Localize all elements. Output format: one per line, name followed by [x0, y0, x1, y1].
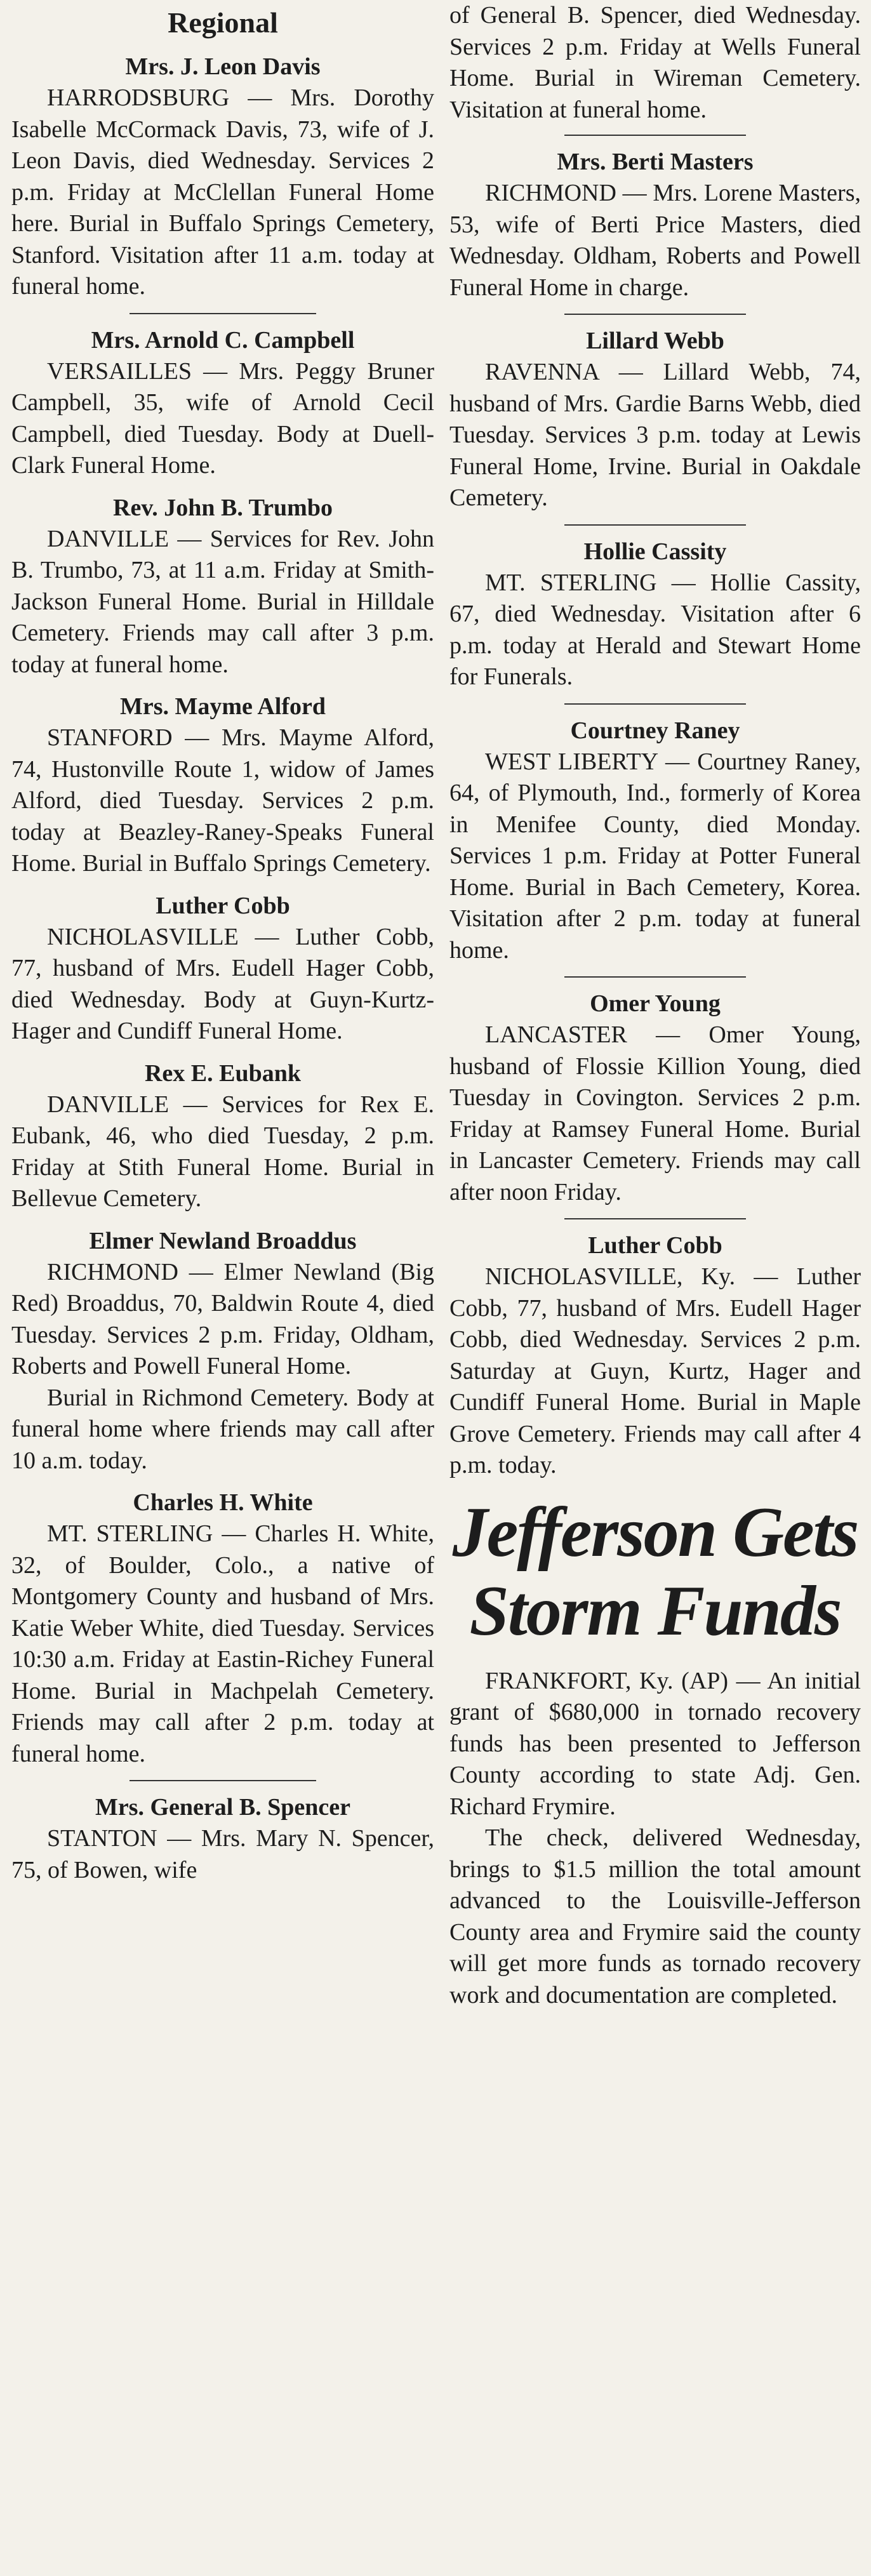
- obituary-text: RICHMOND — Mrs. Lorene Masters, 53, wife of Berti Price Masters, died Wednesday. Oldham, Roberts and Powell Funeral Home in charge.: [449, 180, 861, 301]
- obituary-text: RAVENNA — Lillard Webb, 74, husband of Mrs. Gardie Barns Webb, died Tuesday. Services 3 p.m. today at Lewis Funeral Home, Irvine. Burial in Oakdale Cemetery.: [449, 359, 861, 511]
- obituary-name: Rex E. Eubank: [144, 1059, 302, 1087]
- obituary: [449, 1230, 861, 1482]
- obituary: [11, 691, 434, 880]
- obituary: [11, 1058, 434, 1215]
- obituary-name: Elmer Newland Broaddus: [89, 1227, 357, 1254]
- obituary-text: DANVILLE — Services for Rex E. Eubank, 46, who died Tuesday, 2 p.m. Friday at Stith Funeral Home. Burial in Bellevue Cemetery.: [11, 1091, 434, 1212]
- divider: [130, 313, 316, 314]
- obituary-carryover-text: of General B. Spencer, died Wednesday. Services 2 p.m. Friday at Wells Funeral Home. Burial in Wireman Cemetery. Visitation at funeral home.: [449, 2, 861, 123]
- obituary: [11, 51, 434, 303]
- obituary-text-continued: Burial in Richmond Cemetery. Body at funeral home where friends may call after 10 a.m. today.: [11, 1384, 434, 1474]
- obituary-name: Mrs. J. Leon Davis: [125, 53, 321, 80]
- obituary-name: Luther Cobb: [588, 1232, 722, 1259]
- obituary: [11, 1487, 434, 1770]
- article-headline: [449, 1493, 861, 1650]
- obituary: [449, 536, 861, 693]
- divider: [130, 1780, 316, 1781]
- obituary-name: Charles H. White: [133, 1489, 313, 1516]
- obituary: [449, 715, 861, 967]
- headline-line: Jefferson Gets: [452, 1492, 858, 1572]
- obituary-text: WEST LIBERTY — Courtney Raney, 64, of Plymouth, Ind., formerly of Korea in Menifee County, died Monday. Services 1 p.m. Friday at Potter Funeral Home. Burial in Bach Cemetery, Korea. Visitation after 2 p.m. today at funeral home.: [449, 748, 861, 964]
- obituary-name: Omer Young: [590, 990, 721, 1017]
- obituary: [11, 1791, 434, 1886]
- obituary-text: DANVILLE — Services for Rev. John B. Trumbo, 73, at 11 a.m. Friday at Smith-Jackson Funeral Home. Burial in Hilldale Cemetery. Friends may call after 3 p.m. today at funeral home.: [11, 525, 434, 678]
- obituary: [11, 890, 434, 1047]
- obituary-text: VERSAILLES — Mrs. Peggy Bruner Campbell, 35, wife of Arnold Cecil Campbell, died Tuesday. Body at Duell-Clark Funeral Home.: [11, 357, 434, 479]
- obituary: [449, 988, 861, 1208]
- divider: [564, 703, 745, 705]
- obituary-name: Rev. John B. Trumbo: [113, 494, 333, 521]
- obituary: [11, 492, 434, 681]
- obituary-text: NICHOLASVILLE, Ky. — Luther Cobb, 77, husband of Mrs. Eudell Hager Cobb, died Wednesday. Services 2 p.m. Saturday at Guyn, Kurtz, Hager and Cundiff Funeral Home. Burial in Maple Grove Cemetery. Friends may call after 4 p.m. today.: [449, 1263, 861, 1478]
- article-paragraph: FRANKFORT, Ky. (AP) — An initial grant of $680,000 in tornado recovery funds has been presented to Jefferson County according to state Adj. Gen. Richard Frymire.: [449, 1667, 861, 1820]
- obituary-text: RICHMOND — Elmer Newland (Big Red) Broaddus, 70, Baldwin Route 4, died Tuesday. Services 2 p.m. Friday, Oldham, Roberts and Powell Funeral Home.: [11, 1258, 434, 1379]
- divider: [564, 1218, 745, 1219]
- obituary: [11, 1225, 434, 1477]
- obituary-text: MT. STERLING — Hollie Cassity, 67, died Wednesday. Visitation after 6 p.m. today at Herald and Stewart Home for Funerals.: [449, 569, 861, 690]
- article-paragraph: The check, delivered Wednesday, brings to $1.5 million the total amount advanced to the Louisville-Jefferson County area and Frymire said the county will get more funds as tornado recovery work and documentation are completed.: [449, 1824, 861, 2008]
- obituary-text: NICHOLASVILLE — Luther Cobb, 77, husband of Mrs. Eudell Hager Cobb, died Wednesday. Body at Guyn-Kurtz-Hager and Cundiff Funeral Home.: [11, 923, 434, 1044]
- left-column: [11, 0, 434, 1896]
- obituary-name: Mrs. Mayme Alford: [120, 693, 326, 720]
- obituary-text: STANFORD — Mrs. Mayme Alford, 74, Hustonville Route 1, widow of James Alford, died Tuesday. Services 2 p.m. today at Beazley-Raney-Speaks Funeral Home. Burial in Buffalo Springs Cemetery.: [11, 724, 434, 877]
- obituary: [11, 324, 434, 482]
- obituary-name: Courtney Raney: [570, 717, 740, 744]
- headline-line: Storm Funds: [469, 1571, 841, 1650]
- section-heading: Regional: [168, 6, 278, 39]
- obituary-name: Mrs. Arnold C. Campbell: [91, 326, 355, 354]
- divider: [564, 976, 745, 978]
- right-column: [449, 0, 861, 2011]
- obituary-name: Mrs. General B. Spencer: [95, 1794, 351, 1821]
- obituary-name: Luther Cobb: [156, 892, 290, 919]
- obituary-text: STANTON — Mrs. Mary N. Spencer, 75, of Bowen, wife: [11, 1825, 434, 1883]
- obituary-text: HARRODSBURG — Mrs. Dorothy Isabelle McCormack Davis, 73, wife of J. Leon Davis, died Wednesday. Services 2 p.m. Friday at McClellan Funeral Home here. Burial in Buffalo Springs Cemetery, Stanford. Visitation after 11 a.m. today at funeral home.: [11, 84, 434, 300]
- obituary-text: MT. STERLING — Charles H. White, 32, of Boulder, Colo., a native of Montgomery County and husband of Mrs. Katie Weber White, died Tuesday. Services 10:30 a.m. Friday at Eastin-Richey Funeral Home. Burial in Machpelah Cemetery. Friends may call after 2 p.m. today at funeral home.: [11, 1520, 434, 1767]
- obituary-name: Mrs. Berti Masters: [557, 149, 754, 175]
- obituary-name: Lillard Webb: [586, 328, 724, 354]
- obituary-text: LANCASTER — Omer Young, husband of Flossie Killion Young, died Tuesday in Covington. Services 2 p.m. Friday at Ramsey Funeral Home. Burial in Lancaster Cemetery. Friends may call after noon Friday.: [449, 1021, 861, 1205]
- obituary-name: Hollie Cassity: [583, 538, 727, 565]
- obituary: [449, 325, 861, 514]
- divider: [564, 135, 745, 136]
- divider: [564, 524, 745, 526]
- divider: [564, 314, 745, 315]
- obituary: [449, 146, 861, 303]
